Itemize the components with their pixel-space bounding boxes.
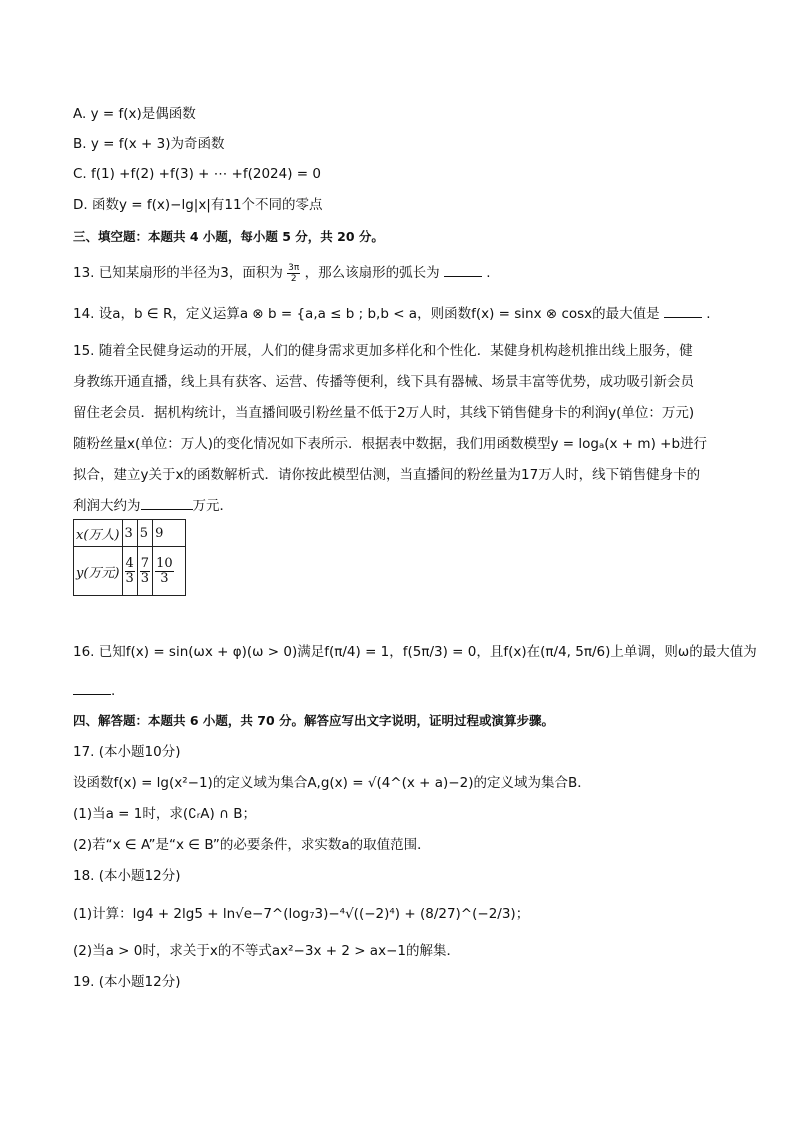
q13-frac-num: 3π — [288, 262, 300, 273]
question-16-cont — [73, 680, 115, 701]
data-table — [73, 519, 186, 596]
table-cell — [122, 547, 137, 596]
frac-num: 7 — [140, 555, 150, 571]
table-header-x: x(万人) — [74, 520, 123, 547]
q14-text: 14. 设a，b ∈ R，定义运算a ⊗ b = {a,a ≤ b ; b,b < a，则函数f(x) = sinx ⊗ cosx的最大值是 — [73, 306, 660, 322]
q16-end: . — [111, 683, 116, 699]
q14-answer-blank[interactable] — [664, 303, 702, 318]
table-row — [74, 520, 186, 547]
section4-heading: 四、解答题：本题共 6 小题，共 70 分。解答应写出文字说明，证明过程或演算步骤。 — [73, 713, 555, 728]
q14-end: . — [706, 306, 711, 322]
q13-text-b: ，那么该扇形的弧长为 — [304, 265, 440, 281]
q17-setup: 设函数f(x) = lg(x²−1)的定义域为集合A,g(x) = √(4^(x + a)−2)的定义域为集合B． — [73, 775, 591, 791]
q13-text-a: 13. 已知某扇形的半径为3，面积为 — [73, 265, 283, 281]
cell-fraction — [140, 557, 150, 586]
q18-part1: (1)计算：lg4 + 2lg5 + ln√e−7^(log₇3)−⁴√((−2)⁴) + (8/27)^(−2/3)； — [73, 906, 530, 922]
option-d: D. 函数y = f(x)−lg|x|有11个不同的零点 — [73, 197, 323, 213]
table-header-y: y(万元) — [74, 547, 123, 596]
q15-last-line — [73, 491, 721, 522]
q15-line: 身教练开通直播，线上具有获客、运营、传播等便利，线下具有器械、场景丰富等优势，成功吸引新会员 — [73, 374, 694, 390]
q17-part2: (2)若“x ∈ A”是“x ∈ B”的必要条件，求实数a的取值范围． — [73, 837, 431, 853]
q15-last-a: 利润大约为 — [73, 498, 141, 514]
table-row — [74, 547, 186, 596]
q18-part2: (2)当a > 0时，求关于x的不等式ax²−3x + 2 > ax−1的解集． — [73, 943, 460, 959]
q19-title: 19. (本小题12分) — [73, 974, 181, 990]
q13-end: . — [486, 265, 491, 281]
frac-den: 3 — [140, 570, 150, 586]
question-13 — [73, 262, 491, 284]
frac-num: 10 — [156, 555, 173, 571]
q15-line: 拟合，建立y关于x的函数解析式．请你按此模型估测，当直播间的粉丝量为17万人时，线下销售健身卡的 — [73, 467, 701, 483]
q15-last-b: 万元． — [192, 498, 233, 514]
table-cell — [137, 547, 152, 596]
table-cell: 3 — [122, 520, 137, 547]
q13-answer-blank[interactable] — [444, 262, 482, 277]
table-cell: 9 — [153, 520, 186, 547]
q15-line: 留住老会员．据机构统计，当直播间吸引粉丝量不低于2万人时，其线下销售健身卡的利润y(单位：万元) — [73, 405, 695, 421]
q16-answer-blank[interactable] — [73, 680, 111, 695]
cell-fraction — [155, 557, 174, 586]
question-14 — [73, 303, 711, 324]
q15-line: 随粉丝量x(单位：万人)的变化情况如下表所示．根据表中数据，我们用函数模型y = logₐ(x + m) +b进行 — [73, 436, 708, 452]
option-a: A. y = f(x)是偶函数 — [73, 106, 196, 122]
q16-text: 16. 已知f(x) = sin(ωx + φ)(ω > 0)满足f(π/4) = 1，f(5π/3) = 0，且f(x)在(π/4, 5π/6)上单调，则ω的最大值为 — [73, 644, 757, 660]
table-cell — [153, 547, 186, 596]
frac-num: 4 — [125, 555, 134, 571]
question-15 — [73, 336, 721, 522]
section3-heading: 三、填空题：本题共 4 小题，每小题 5 分，共 20 分。 — [73, 229, 384, 244]
option-c: C. f(1) +f(2) +f(3) + ⋯ +f(2024) = 0 — [73, 166, 321, 182]
option-b: B. y = f(x + 3)为奇函数 — [73, 136, 225, 152]
q15-line: 15. 随着全民健身运动的开展，人们的健身需求更加多样化和个性化．某健身机构趁机推出线上服务，健 — [73, 343, 693, 359]
frac-den: 3 — [160, 570, 169, 586]
q15-answer-blank[interactable] — [141, 495, 193, 510]
q17-title: 17. (本小题10分) — [73, 744, 181, 760]
q13-fraction — [287, 263, 300, 284]
q13-frac-den: 2 — [290, 273, 297, 284]
question-16 — [73, 642, 757, 662]
q17-part1: (1)当a = 1时，求(∁ᵣA) ∩ B； — [73, 806, 256, 822]
q18-title: 18. (本小题12分) — [73, 868, 181, 884]
frac-den: 3 — [125, 570, 134, 586]
cell-fraction — [125, 557, 135, 586]
table-cell: 5 — [137, 520, 152, 547]
